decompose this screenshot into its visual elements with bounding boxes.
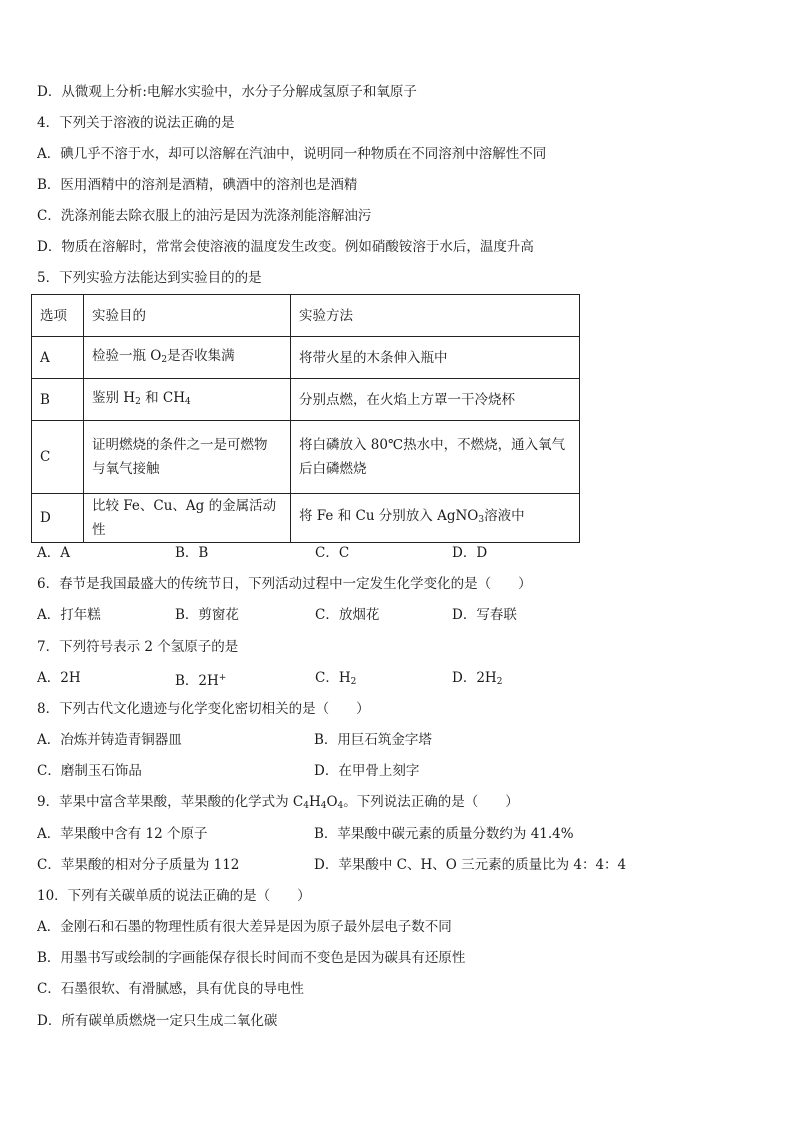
row-option: A	[32, 337, 84, 379]
q7-option-a: A．2H	[37, 670, 81, 686]
table-row	[32, 379, 580, 421]
q7-option-b: B．2H+	[175, 673, 227, 689]
row-goal: 比较 Fe、Cu、Ag 的金属活动性	[84, 494, 291, 543]
q5-option-a: A．A	[37, 545, 70, 561]
q9-option-b: B．苹果酸中碳元素的质量分数约为 41.4%	[314, 826, 574, 842]
q5-option-d: D．D	[452, 545, 488, 561]
q6-option-b: B．剪窗花	[175, 607, 239, 623]
q9-options-row1	[37, 825, 757, 843]
q4-option-d: D．物质在溶解时，常常会使溶液的温度发生改变。例如硝酸铵溶于水后，温度升高	[37, 239, 534, 255]
row-method: 将白磷放入 80℃热水中，不燃烧，通入氧气 后白磷燃烧	[291, 421, 580, 494]
q5-option-b: B．B	[175, 545, 209, 561]
q6-option-d: D．写春联	[452, 607, 517, 623]
q4-option-b: B．医用酒精中的溶剂是酒精，碘酒中的溶剂也是酒精	[37, 177, 358, 193]
row-goal: 鉴别 $H_2$ 和 $CH_4$	[84, 379, 291, 421]
header-method: 实验方法	[291, 295, 580, 337]
q8-option-d: D．在甲骨上刻字	[314, 763, 420, 779]
q5-stem: 5．下列实验方法能达到实验目的的是	[37, 270, 262, 286]
table-header-row	[32, 295, 580, 337]
q6-option-a: A．打年糕	[37, 607, 101, 623]
q4-option-a: A．碘几乎不溶于水，却可以溶解在汽油中，说明同一种物质在不同溶剂中溶解性不同	[37, 146, 547, 162]
q8-options-row1	[37, 731, 757, 749]
q7-stem: 7．下列符号表示 2 个氢原子的是	[37, 639, 239, 655]
q5-options	[37, 544, 757, 562]
q10-option-b: B．用墨书写或绘制的字画能保存很长时间而不变色是因为碳具有还原性	[37, 950, 466, 966]
row-method: 分别点燃，在火焰上方罩一干冷烧杯	[291, 379, 580, 421]
row-method: 将 Fe 和 Cu 分别放入 AgNO$_3$溶液中	[291, 494, 580, 543]
q5-option-c: C．C	[315, 545, 350, 561]
q7-options	[37, 669, 757, 687]
row-option: C	[32, 421, 84, 494]
q8-stem: 8．下列古代文化遗迹与化学变化密切相关的是（ ）	[37, 701, 370, 717]
experiment-table	[31, 294, 580, 543]
q6-option-c: C．放烟花	[315, 607, 380, 623]
table-row	[32, 337, 580, 379]
row-method: 将带火星的木条伸入瓶中	[291, 337, 580, 379]
q10-option-d: D．所有碳单质燃烧一定只生成二氧化碳	[37, 1013, 278, 1029]
q6-stem: 6．春节是我国最盛大的传统节日，下列活动过程中一定发生化学变化的是（ ）	[37, 576, 532, 592]
q6-options	[37, 606, 757, 624]
q8-option-c: C．磨制玉石饰品	[37, 763, 142, 779]
table-row	[32, 421, 580, 494]
q9-option-a: A．苹果酸中含有 12 个原子	[37, 826, 208, 842]
q4-stem: 4．下列关于溶液的说法正确的是	[37, 115, 235, 131]
q8-options-row2	[37, 762, 757, 780]
q10-option-a: A．金刚石和石墨的物理性质有很大差异是因为原子最外层电子数不同	[37, 919, 452, 935]
q10-stem: 10．下列有关碳单质的说法正确的是（ ）	[37, 888, 311, 904]
q9-option-c: C．苹果酸的相对分子质量为 112	[37, 857, 240, 873]
q9-options-row2	[37, 856, 757, 874]
row-option: D	[32, 494, 84, 543]
row-goal: 检验一瓶 $O_2$是否收集满	[84, 337, 291, 379]
q10-option-c: C．石墨很软、有滑腻感，具有优良的导电性	[37, 981, 304, 997]
q8-option-a: A．冶炼并铸造青铜器皿	[37, 732, 182, 748]
q7-option-c: C．$H_2$	[315, 670, 357, 687]
q9-stem: 9．苹果中富含苹果酸，苹果酸的化学式为 $C_4H_4O_4$。下列说法正确的是（ ）	[37, 794, 519, 811]
table-row	[32, 494, 580, 543]
row-goal: 证明燃烧的条件之一是可燃物 与氧气接触	[84, 421, 291, 494]
q3-option-d: D．从微观上分析:电解水实验中，水分子分解成氢原子和氧原子	[37, 84, 417, 100]
row-option: B	[32, 379, 84, 421]
header-goal: 实验目的	[84, 295, 291, 337]
q9-option-d: D．苹果酸中 C、H、O 三元素的质量比为 4：4：4	[314, 857, 627, 873]
q7-option-d: D．$2H_2$	[452, 670, 503, 687]
q8-option-b: B．用巨石筑金字塔	[314, 732, 432, 748]
q4-option-c: C．洗涤剂能去除衣服上的油污是因为洗涤剂能溶解油污	[37, 208, 372, 224]
header-option: 选项	[32, 295, 84, 337]
